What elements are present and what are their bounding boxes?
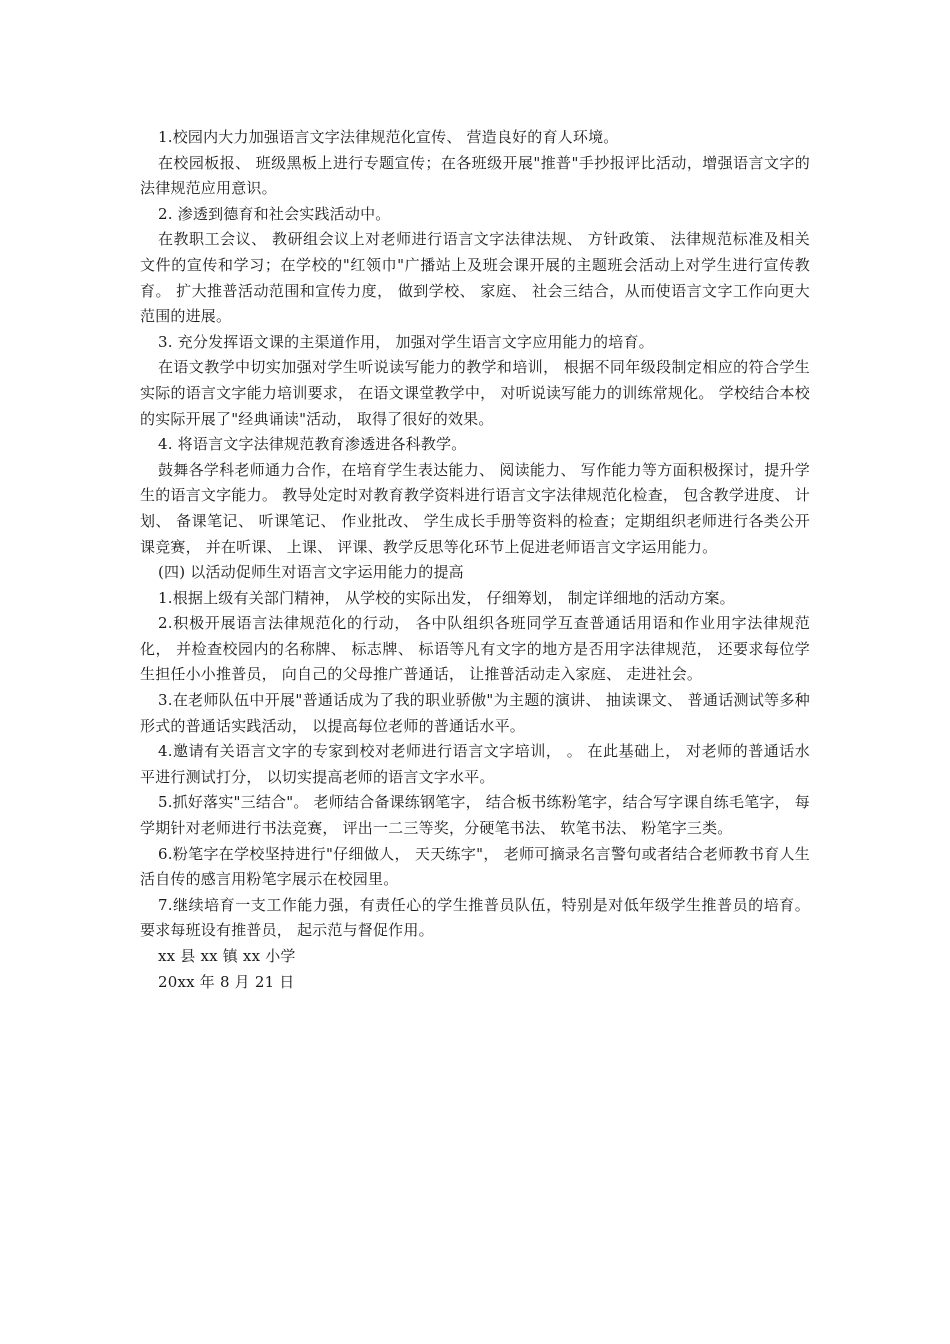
paragraph: 4.邀请有关语言文字的专家到校对老师进行语言文字培训， 。 在此基础上， 对老师的普通话水平进行测试打分， 以切实提高老师的语言文字水平。 (140, 742, 810, 786)
paragraph: 6.粉笔字在学校坚持进行"仔细做人， 天天练字"， 老师可摘录名言警句或者结合老师教书育人生活自传的感言用粉笔字展示在校园里。 (140, 844, 810, 889)
paragraph: 在语文教学中切实加强对学生听说读写能力的教学和培训， 根据不同年级段制定相应的符合学生实际的语言文字能力培训要求， 在语文课堂教学中， 对听说读写能力的训练常规化。 学校结合本校的实际开展了"经典诵读"活动， 取得了很好的效果。 (140, 358, 810, 428)
section-heading: (四) 以活动促师生对语言文字运用能力的提高 (158, 563, 464, 582)
paragraph: 5.抓好落实"三结合"。 老师结合备课练钢笔字， 结合板书练粉笔字，结合写字课自练毛笔字， 每学期针对老师进行书法竞赛， 评出一二三等奖，分硬笔书法、 软笔书法、 粉笔字三类。 (140, 793, 810, 838)
paragraph: 鼓舞各学科老师通力合作，在培育学生表达能力、 阅读能力、 写作能力等方面积极探讨，提升学生的语言文字能力。 教导处定时对教育教学资料进行语言文字法律规范化检查， 包含教学进度、 计划、 备课笔记、 听课笔记、 作业批改、 学生成长手册等资料的检查；定期组织老师进行各类公开课竞赛， 并在听课、 上课、 评课、教学反思等化环节上促进老师语言文字运用能力。 (140, 460, 810, 556)
paragraph: 在教职工会议、 教研组会议上对老师进行语言文字法律法规、 方针政策、 法律规范标准及相关文件的宣传和学习；在学校的"红领巾"广播站上及班会课开展的主题班会活动上对学生进行宣传教育。 扩大推普活动范围和宣传力度， 做到学校、 家庭、 社会三结合，从而使语言文字工作向更大范围的进展。 (140, 230, 810, 326)
signature-date: 20xx 年 8 月 21 日 (158, 972, 295, 991)
signature-school: xx 县 xx 镇 xx 小学 (158, 947, 296, 965)
paragraph: 2. 渗透到德育和社会实践活动中。 (158, 204, 391, 223)
paragraph: 4. 将语言文字法律规范教育渗透进各科教学。 (158, 435, 467, 454)
paragraph: 2.积极开展语言法律规范化的行动， 各中队组织各班同学互查普通话用语和作业用字法律规范化， 并检查校园内的名称牌、 标志牌、 标语等凡有文字的地方是否用字法律规范， 还要求每位学生担任小小推普员， 向自己的父母推广普通话， 让推普活动走入家庭、 走进社会。 (140, 614, 810, 684)
document-body (140, 125, 810, 995)
paragraph: 1.根据上级有关部门精神， 从学校的实际出发， 仔细筹划， 制定详细地的活动方案。 (158, 588, 735, 607)
paragraph: 7.继续培育一支工作能力强，有责任心的学生推普员队伍，特别是对低年级学生推普员的培育。 要求每班设有推普员， 起示范与督促作用。 (140, 895, 810, 940)
paragraph: 1.校园内大力加强语言文字法律规范化宣传、 营造良好的育人环境。 (158, 128, 619, 146)
paragraph: 在校园板报、 班级黑板上进行专题宣传；在各班级开展"推普"手抄报评比活动，增强语言文字的法律规范应用意识。 (140, 153, 810, 198)
paragraph: 3.在老师队伍中开展"普通话成为了我的职业骄傲"为主题的演讲、 抽读课文、 普通话测试等多种形式的普通话实践活动， 以提高每位老师的普通话水平。 (140, 691, 810, 735)
paragraph: 3. 充分发挥语文课的主渠道作用， 加强对学生语言文字应用能力的培育。 (158, 332, 654, 351)
